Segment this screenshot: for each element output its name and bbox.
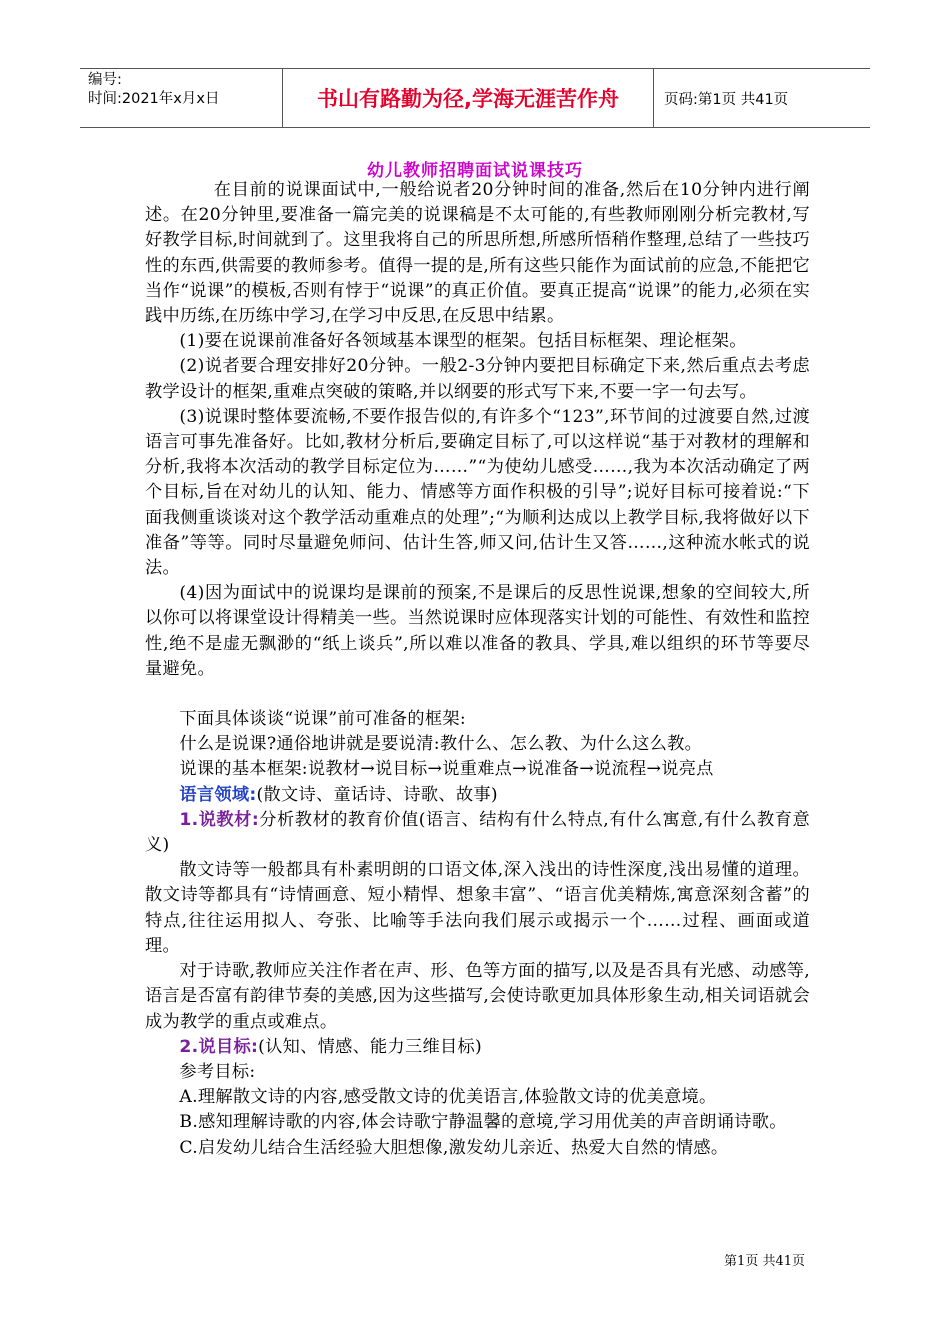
section-1-desc: 分析教材的教育价值(语言、结构有什么特点,有什么寓意,有什么教育意义) — [145, 809, 810, 856]
frame-intro: 下面具体谈谈“说课”前可准备的框架: — [179, 709, 466, 730]
header-meta — [80, 69, 282, 127]
section-1-heading — [145, 808, 810, 858]
section-2-label: 2.说目标: — [179, 1036, 259, 1057]
spacer — [145, 682, 810, 707]
number-label: 编号: — [88, 72, 122, 88]
language-domain-types: (散文诗、童话诗、诗歌、故事) — [256, 784, 498, 805]
header-page-code: 页码:第1页 共41页 — [664, 91, 789, 108]
time-label: 时间:2021年x月x日 — [88, 91, 220, 107]
section-1-label: 1.说教材: — [179, 809, 260, 830]
goal-b: B.感知理解诗歌的内容,体会诗歌宁静温馨的意境,学习用优美的声音朗诵诗歌。 — [179, 1112, 787, 1133]
document-body — [145, 178, 810, 1161]
header-table — [80, 68, 870, 128]
what-is-lesson-talk: 什么是说课?通俗地讲就是要说清:教什么、怎么教、为什么这么教。 — [179, 734, 703, 755]
language-domain-label: 语言领域: — [179, 784, 257, 805]
section-2-heading — [145, 1035, 810, 1060]
intro-paragraph: 在目前的说课面试中,一般给说者20分钟时间的准备,然后在10分钟内进行阐述。在20分钟里,要准备一篇完美的说课稿是不太可能的,有些教师刚刚分析完教材,写好教学目标,时间就到了。这里我将自己的所思所想,所感所悟稍作整理,总结了一些技巧性的东西,供需要的教师参考。值得一提的是,所有这些只能作为面试前的应急,不能把它当作“说课”的模板,否则有悖于“说课”的真正价值。要真正提高“说课”的能力,必须在实践中历练,在历练中学习,在学习中反思,在反思中结累。 — [145, 180, 810, 327]
document-title: 幼儿教师招聘面试说课技巧 — [367, 161, 583, 181]
page-footer: 第1页 共41页 — [724, 1254, 805, 1269]
language-domain — [145, 783, 810, 808]
section-1-paragraph-2: 对于诗歌,教师应关注作者在声、形、色等方面的描写,以及是否具有光感、动感等,语言是否富有韵律节奏的美感,因为这些描写,会使诗歌更加具体形象生动,相关词语就会成为教学的重点或难点。 — [145, 961, 810, 1032]
basic-frame: 说课的基本框架:说教材→说目标→说重难点→说准备→说流程→说亮点 — [179, 759, 714, 780]
point-2: (2)说者要合理安排好20分钟。一般2-3分钟内要把目标确定下来,然后重点去考虑教学设计的框架,重难点突破的策略,并以纲要的形式写下来,不要一字一句去写。 — [145, 356, 810, 402]
point-1: (1)要在说课前准备好各领域基本课型的框架。包括目标框架、理论框架。 — [179, 331, 747, 352]
reference-goals-label: 参考目标: — [179, 1061, 256, 1082]
section-2-desc: (认知、情感、能力三维目标) — [258, 1036, 482, 1057]
point-4: (4)因为面试中的说课均是课前的预案,不是课后的反思性说课,想象的空间较大,所以你可以将课堂设计得精美一些。当然说课时应体现落实计划的可能性、有效性和监控性,绝不是虚无飘渺的“纸上谈兵”,所以难以准备的教具、学具,难以组织的环节等要尽量避免。 — [145, 583, 810, 679]
section-1-paragraph-1: 散文诗等一般都具有朴素明朗的口语文体,深入浅出的诗性深度,浅出易懂的道理。散文诗等都具有“诗情画意、短小精悍、想象丰富”、“语言优美精炼,寓意深刻含蓄”的特点,往往运用拟人、夸张、比喻等手法向我们展示或揭示一个……过程、画面或道理。 — [145, 860, 810, 956]
point-3: (3)说课时整体要流畅,不要作报告似的,有许多个“123”,环节间的过渡要自然,过渡语言可事先准备好。比如,教材分析后,要确定目标了,可以这样说“基于对教材的理解和分析,我将本次活动的教学目标定位为……”“为使幼儿感受……,我为本次活动确定了两个目标,旨在对幼儿的认知、能力、情感等方面作积极的引导”;说好目标可接着说:“下面我侧重谈谈对这个教学活动重难点的处理”;“为顺利达成以上教学目标,我将做好以下准备”等等。同时尽量避免师问、估计生答,师又问,估计生又答……,这种流水帐式的说法。 — [145, 406, 810, 579]
goal-a: A.理解散文诗的内容,感受散文诗的优美语言,体验散文诗的优美意境。 — [179, 1087, 717, 1108]
goal-c: C.启发幼儿结合生活经验大胆想像,激发幼儿亲近、热爱大自然的情感。 — [179, 1137, 729, 1158]
header-motto: 书山有路勤为径,学海无涯苦作舟 — [282, 69, 654, 127]
